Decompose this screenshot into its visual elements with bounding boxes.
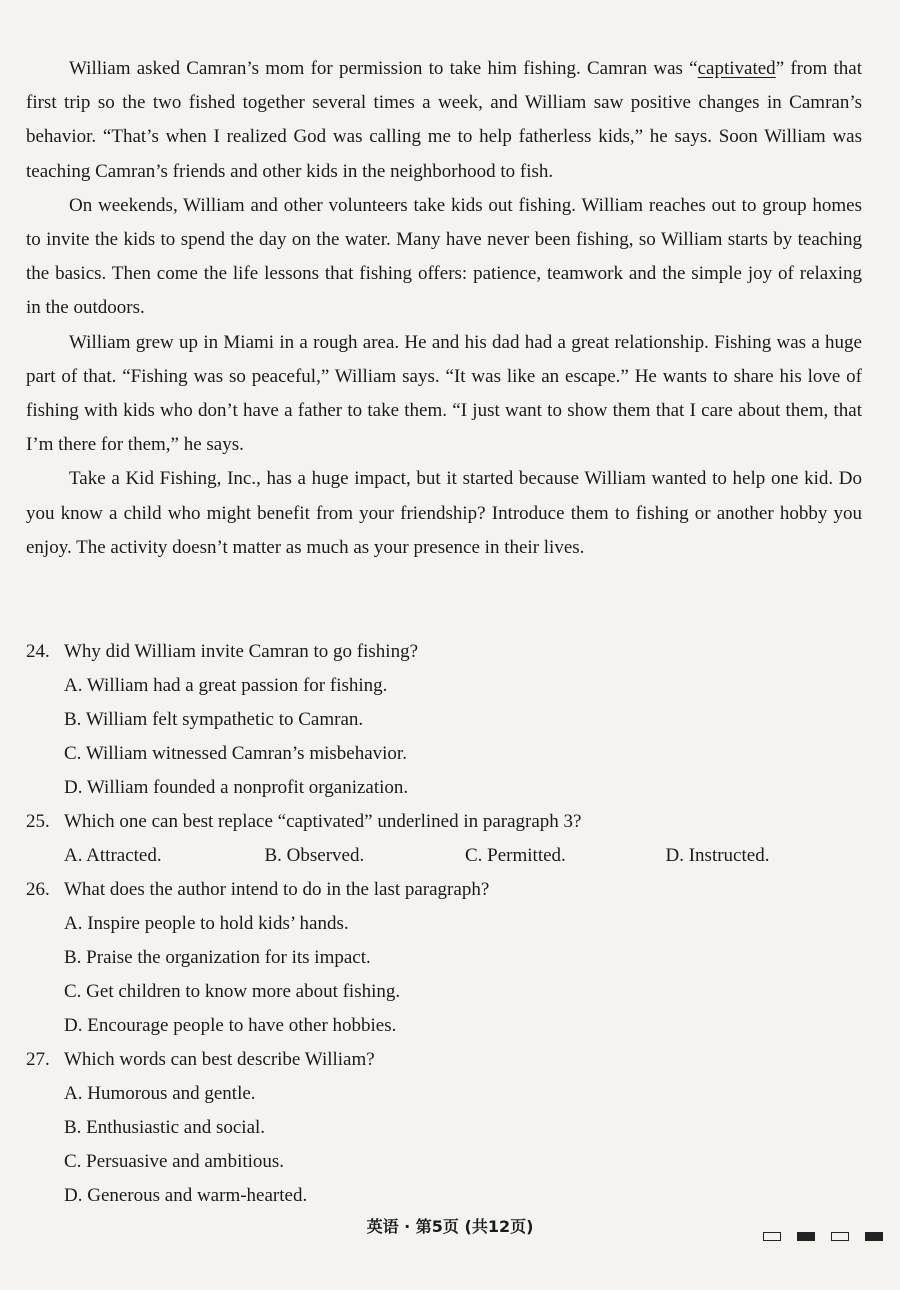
question-26 <box>26 873 866 1043</box>
scan-mark-icon <box>831 1232 849 1241</box>
question-number: 25. <box>26 811 50 832</box>
option-d: D. Encourage people to have other hobbies. <box>64 1015 397 1036</box>
option-b: B. William felt sympathetic to Camran. <box>64 709 364 730</box>
option-b: B. Observed. <box>264 845 365 866</box>
question-text: Why did William invite Camran to go fishing? <box>64 641 419 662</box>
question-text: What does the author intend to do in the last paragraph? <box>64 879 490 900</box>
option-c: C. Persuasive and ambitious. <box>64 1151 285 1172</box>
page-footer: 英语 · 第5页 (共12页) <box>366 1217 534 1236</box>
option-a: A. Attracted. <box>64 845 162 866</box>
scan-marks <box>763 1232 883 1241</box>
reading-passage <box>26 52 862 565</box>
option-a: A. Humorous and gentle. <box>64 1083 256 1104</box>
question-number: 26. <box>26 879 50 900</box>
paragraph-3 <box>26 52 862 189</box>
option-b: B. Praise the organization for its impact. <box>64 947 371 968</box>
option-c: C. Permitted. <box>465 845 566 866</box>
paragraph-6: Take a Kid Fishing, Inc., has a huge impact, but it started because William wanted to help one kid. Do you know a child who might benefit from your friendship? Introduce them to fishing or another hobby you enjoy. The activity doesn’t matter as much as your presence in their lives. <box>26 468 862 558</box>
scan-mark-icon <box>797 1232 815 1241</box>
question-27 <box>26 1043 866 1213</box>
scan-mark-icon <box>865 1232 883 1241</box>
option-c: C. William witnessed Camran’s misbehavior. <box>64 743 407 764</box>
option-a: A. Inspire people to hold kids’ hands. <box>64 913 349 934</box>
underlined-word: captivated <box>697 58 776 79</box>
option-b: B. Enthusiastic and social. <box>64 1117 266 1138</box>
option-d: D. Instructed. <box>665 845 770 866</box>
question-number: 24. <box>26 641 50 662</box>
question-24 <box>26 635 866 805</box>
paragraph-text: William asked Camran’s mom for permission to take him fishing. Camran was “ <box>69 58 698 79</box>
question-text: Which words can best describe William? <box>64 1049 375 1070</box>
question-text: Which one can best replace “captivated” underlined in paragraph 3? <box>64 811 582 832</box>
options-row <box>26 839 866 873</box>
option-a: A. William had a great passion for fishing. <box>64 675 388 696</box>
paragraph-4: On weekends, William and other volunteers take kids out fishing. William reaches out to group homes to invite the kids to spend the day on the water. Many have never been fishing, so William starts by teaching the basics. Then come the life lessons that fishing offers: patience, teamwork and the simple joy of relaxing in the outdoors. <box>26 194 862 319</box>
paragraph-5: William grew up in Miami in a rough area. He and his dad had a great relationship. Fishing was a huge part of that. “Fishing was so peaceful,” William says. “It was like an escape.” He wants to share his love of fishing with kids who don’t have a father to take them. “I just want to show them that I care about them, that I’m there for them,” he says. <box>26 331 862 456</box>
scan-mark-icon <box>763 1232 781 1241</box>
question-list <box>26 635 866 1213</box>
paragraph-text: ” from that first trip so the two fished together several times a week, and William saw positive changes in Camran’s behavior. “That’s when I realized God was calling me to help fatherless kids,” he says. Soon William was teaching Camran’s friends and other kids in the neighborhood to fish. <box>26 58 863 182</box>
option-d: D. Generous and warm-hearted. <box>64 1185 308 1206</box>
question-25 <box>26 805 866 873</box>
option-c: C. Get children to know more about fishing. <box>64 981 401 1002</box>
question-number: 27. <box>26 1049 50 1070</box>
option-d: D. William founded a nonprofit organization. <box>64 777 409 798</box>
